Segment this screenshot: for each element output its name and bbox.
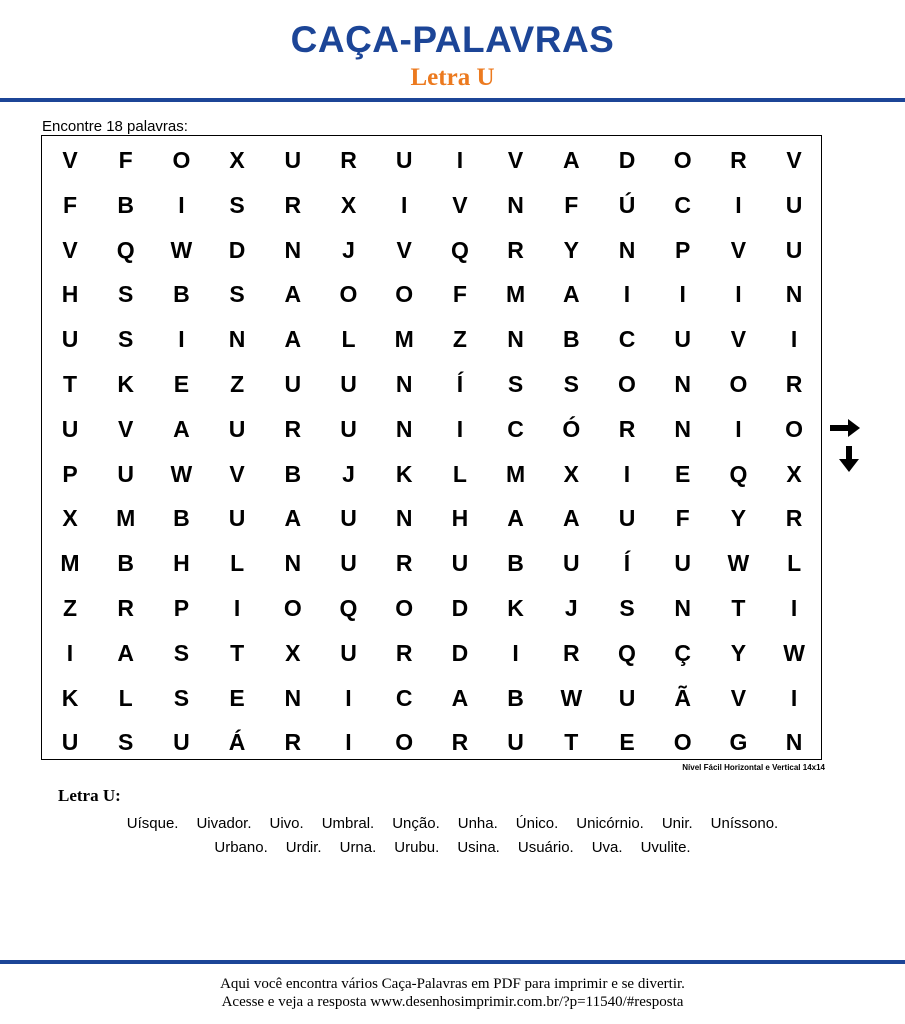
word-search-grid bbox=[41, 135, 822, 760]
grid-cell[interactable]: R bbox=[284, 729, 302, 756]
grid-cell[interactable]: N bbox=[228, 326, 246, 353]
grid-cell[interactable]: O bbox=[339, 281, 358, 308]
word-list-item: Urdir. bbox=[285, 839, 322, 856]
grid-cell[interactable]: E bbox=[173, 371, 190, 397]
word-list-item: Uísque. bbox=[126, 815, 179, 832]
grid-cell[interactable]: F bbox=[452, 281, 467, 308]
word-list-item: Unicórnio. bbox=[576, 815, 644, 832]
grid-cell[interactable]: R bbox=[785, 505, 803, 532]
grid-cell[interactable]: R bbox=[507, 236, 524, 263]
grid-cell[interactable]: O bbox=[283, 595, 302, 621]
grid-cell[interactable]: S bbox=[507, 371, 524, 397]
grid-cell[interactable]: K bbox=[395, 460, 413, 487]
grid-cell[interactable]: S bbox=[619, 595, 635, 621]
grid-cell[interactable]: N bbox=[284, 550, 302, 577]
grid-cell[interactable]: I bbox=[790, 326, 798, 353]
grid-cell[interactable]: R bbox=[117, 595, 134, 621]
grid-cell[interactable]: Q bbox=[116, 236, 135, 263]
grid-cell[interactable]: T bbox=[564, 729, 579, 756]
grid-cell[interactable]: U bbox=[340, 415, 357, 442]
arrow-right-icon bbox=[828, 418, 862, 438]
grid-cell[interactable]: B bbox=[562, 326, 580, 353]
grid-cell[interactable]: N bbox=[785, 729, 803, 756]
grid-cell[interactable]: L bbox=[341, 326, 356, 353]
grid-cell[interactable]: X bbox=[285, 639, 301, 666]
grid-cell[interactable]: Z bbox=[452, 326, 467, 353]
grid-cell[interactable]: P bbox=[173, 595, 190, 621]
grid-cell[interactable]: A bbox=[562, 281, 580, 308]
grid-cell[interactable]: S bbox=[563, 371, 579, 397]
grid-cell[interactable]: J bbox=[564, 595, 578, 621]
grid-cell[interactable]: U bbox=[785, 236, 803, 263]
grid-cell[interactable]: G bbox=[729, 729, 748, 756]
grid-cell[interactable]: N bbox=[284, 236, 302, 263]
grid-cell[interactable]: I bbox=[66, 639, 74, 666]
grid-cell[interactable]: L bbox=[230, 550, 245, 577]
grid-cell[interactable]: Q bbox=[339, 595, 358, 621]
grid-cell[interactable]: B bbox=[284, 460, 302, 487]
grid-cell[interactable]: B bbox=[173, 505, 190, 532]
grid-cell[interactable]: I bbox=[735, 191, 742, 218]
grid-cell[interactable]: V bbox=[507, 147, 524, 173]
grid-cell[interactable]: U bbox=[61, 415, 79, 442]
word-list-item: Urbano. bbox=[214, 839, 268, 856]
grid-cell[interactable]: I bbox=[790, 595, 798, 621]
grid-cell[interactable]: N bbox=[785, 281, 803, 308]
grid-cell[interactable]: D bbox=[451, 595, 469, 621]
grid-cell[interactable]: U bbox=[284, 371, 302, 397]
word-list-item: Uva. bbox=[591, 839, 623, 856]
grid-cell[interactable]: I bbox=[790, 684, 798, 711]
grid-cell[interactable]: V bbox=[229, 460, 245, 487]
grid-cell[interactable]: D bbox=[451, 639, 469, 666]
grid-cell[interactable]: Z bbox=[230, 371, 245, 397]
grid-cell[interactable]: J bbox=[342, 460, 355, 487]
grid-cell[interactable]: V bbox=[730, 326, 747, 353]
grid-cell[interactable]: H bbox=[61, 281, 79, 308]
grid-cell[interactable]: Y bbox=[730, 639, 747, 666]
grid-cell[interactable]: R bbox=[284, 415, 302, 442]
grid-cell[interactable]: U bbox=[618, 684, 636, 711]
grid-cell[interactable]: I bbox=[178, 326, 185, 353]
grid-cell[interactable]: N bbox=[395, 505, 413, 532]
grid-cell[interactable]: Ó bbox=[562, 415, 581, 442]
grid-cell[interactable]: O bbox=[395, 729, 414, 756]
grid-cell[interactable]: Ç bbox=[674, 639, 691, 666]
grid-cell[interactable]: N bbox=[284, 684, 302, 711]
grid-cell[interactable]: A bbox=[507, 505, 524, 532]
footer-line-1: Aqui você encontra vários Caça-Palavras em PDF para imprimir e se divertir. bbox=[220, 976, 685, 992]
grid-cell[interactable]: L bbox=[118, 684, 133, 711]
word-list-item: Usuário. bbox=[517, 839, 574, 856]
grid-cell[interactable]: X bbox=[62, 505, 78, 532]
grid-cell[interactable]: M bbox=[506, 460, 526, 487]
grid-cell[interactable]: R bbox=[451, 729, 469, 756]
grid-cell[interactable]: U bbox=[117, 460, 134, 487]
grid-cell[interactable]: C bbox=[674, 191, 691, 218]
word-list-item: Umbral. bbox=[321, 815, 375, 832]
grid-cell[interactable]: W bbox=[170, 460, 193, 487]
grid-cell[interactable]: O bbox=[673, 729, 692, 756]
grid-cell[interactable]: L bbox=[787, 550, 802, 577]
grid-cell[interactable]: X bbox=[340, 191, 357, 218]
grid-cell[interactable]: F bbox=[118, 147, 133, 173]
word-list-item: Unção. bbox=[392, 815, 440, 832]
grid-cell[interactable]: O bbox=[395, 281, 414, 308]
grid-cell[interactable]: N bbox=[395, 371, 413, 397]
grid-cell[interactable]: L bbox=[452, 460, 467, 487]
grid-cell[interactable]: F bbox=[675, 505, 690, 532]
grid-cell[interactable]: U bbox=[562, 550, 580, 577]
grid-cell[interactable]: U bbox=[340, 505, 357, 532]
top-divider bbox=[0, 98, 905, 102]
grid-cell[interactable]: U bbox=[340, 639, 357, 666]
grid-cell[interactable]: I bbox=[345, 729, 352, 756]
grid-cell[interactable]: R bbox=[340, 147, 357, 173]
grid-cell[interactable]: B bbox=[507, 550, 524, 577]
instruction-text: Encontre 18 palavras: bbox=[42, 118, 188, 135]
word-list-item: Urna. bbox=[339, 839, 377, 856]
grid-cell[interactable]: U bbox=[674, 550, 691, 577]
grid-cell[interactable]: O bbox=[618, 371, 636, 397]
grid-cell[interactable]: O bbox=[172, 147, 191, 173]
grid-cell[interactable]: A bbox=[562, 147, 580, 173]
grid-cell[interactable]: T bbox=[62, 371, 78, 397]
grid-cell[interactable]: B bbox=[117, 550, 134, 577]
grid-cell[interactable]: U bbox=[61, 326, 79, 353]
word-list-title: Letra U: bbox=[58, 786, 121, 805]
grid-cell[interactable]: X bbox=[786, 460, 802, 487]
grid-cell[interactable]: N bbox=[507, 326, 524, 353]
grid-cell[interactable]: R bbox=[785, 371, 803, 397]
grid-cell[interactable]: Q bbox=[618, 639, 636, 666]
grid-cell[interactable]: I bbox=[735, 415, 742, 442]
word-list-row-1 bbox=[0, 815, 905, 833]
grid-cell[interactable]: W bbox=[560, 684, 583, 711]
grid-cell[interactable]: T bbox=[230, 639, 245, 666]
grid-cell[interactable]: I bbox=[345, 684, 352, 711]
grid-cell[interactable]: Y bbox=[563, 236, 579, 263]
grid-cell[interactable]: R bbox=[395, 639, 413, 666]
grid-cell[interactable]: U bbox=[340, 371, 357, 397]
grid-cell[interactable]: A bbox=[284, 505, 302, 532]
grid-cell[interactable]: V bbox=[730, 684, 747, 711]
grid-cell[interactable]: U bbox=[507, 729, 524, 756]
grid-cell[interactable]: U bbox=[61, 729, 79, 756]
grid-cell[interactable]: U bbox=[395, 147, 413, 173]
grid-cell[interactable]: R bbox=[562, 639, 580, 666]
grid-cell[interactable]: D bbox=[618, 147, 636, 173]
grid-cell[interactable]: U bbox=[228, 415, 246, 442]
grid-cell[interactable]: K bbox=[117, 371, 134, 397]
grid-cell[interactable]: M bbox=[506, 281, 526, 308]
grid-cell[interactable]: I bbox=[178, 191, 185, 218]
grid-cell[interactable]: N bbox=[674, 371, 691, 397]
grid-cell[interactable]: H bbox=[173, 550, 190, 577]
grid-cell[interactable]: I bbox=[735, 281, 742, 308]
grid-cell[interactable]: N bbox=[618, 236, 636, 263]
page-subtitle: Letra U bbox=[410, 64, 495, 91]
grid-cell[interactable]: O bbox=[673, 147, 692, 173]
grid-cell[interactable]: I bbox=[623, 281, 631, 308]
grid-cell[interactable]: M bbox=[394, 326, 414, 353]
grid-cell[interactable]: X bbox=[229, 147, 245, 173]
grid-cell[interactable]: O bbox=[785, 415, 804, 442]
grid-cell[interactable]: C bbox=[507, 415, 524, 442]
grid-cell[interactable]: V bbox=[62, 147, 78, 173]
grid-cell[interactable]: K bbox=[507, 595, 524, 621]
grid-cell[interactable]: B bbox=[173, 281, 190, 308]
grid-cell[interactable]: U bbox=[228, 505, 246, 532]
grid-cell[interactable]: I bbox=[623, 460, 631, 487]
bottom-divider bbox=[0, 960, 905, 964]
grid-cell[interactable]: I bbox=[456, 147, 464, 173]
grid-cell[interactable]: R bbox=[395, 550, 413, 577]
grid-cell[interactable]: R bbox=[730, 147, 747, 173]
grid-cell[interactable]: M bbox=[60, 550, 80, 577]
grid-cell[interactable]: B bbox=[117, 191, 134, 218]
grid-cell[interactable]: V bbox=[118, 415, 134, 442]
grid-cell[interactable]: O bbox=[729, 371, 748, 397]
grid-cell[interactable]: Ú bbox=[618, 191, 636, 218]
grid-cell[interactable]: A bbox=[117, 639, 134, 666]
grid-cell[interactable]: E bbox=[619, 729, 635, 756]
grid-cell[interactable]: Á bbox=[228, 729, 246, 756]
grid-cell[interactable]: I bbox=[456, 415, 464, 442]
grid-cell[interactable]: H bbox=[451, 505, 469, 532]
grid-cell[interactable]: Z bbox=[62, 595, 78, 621]
grid-cell[interactable]: U bbox=[618, 505, 636, 532]
page-title: CAÇA-PALAVRAS bbox=[290, 19, 615, 60]
grid-cell[interactable]: S bbox=[118, 326, 134, 353]
grid-cell[interactable]: N bbox=[674, 595, 691, 621]
footer-line-2: Acesse e veja a resposta www.desenhosimprimir.com.br/?p=11540/#resposta bbox=[221, 994, 684, 1010]
grid-cell[interactable]: T bbox=[731, 595, 746, 621]
grid-cell[interactable]: V bbox=[730, 236, 747, 263]
arrow-down-icon bbox=[828, 446, 862, 476]
grid-cell[interactable]: I bbox=[679, 281, 686, 308]
grid-cell[interactable]: K bbox=[61, 684, 79, 711]
grid-cell[interactable]: A bbox=[173, 415, 190, 442]
grid-cell[interactable]: I bbox=[233, 595, 241, 621]
grid-cell[interactable]: V bbox=[452, 191, 468, 218]
grid-cell[interactable]: U bbox=[284, 147, 302, 173]
grid-cell[interactable]: U bbox=[674, 326, 691, 353]
grid-cell[interactable]: S bbox=[173, 639, 190, 666]
grid-cell[interactable]: P bbox=[62, 460, 78, 487]
grid-cell[interactable]: W bbox=[727, 550, 750, 577]
grid-cell[interactable]: S bbox=[173, 684, 190, 711]
word-list-item: Uvulite. bbox=[640, 839, 691, 856]
grid-cell[interactable]: A bbox=[562, 505, 580, 532]
word-list-item: Usina. bbox=[457, 839, 500, 856]
grid-cell[interactable]: Y bbox=[730, 505, 747, 532]
grid-cell[interactable]: F bbox=[564, 191, 579, 218]
word-list-item: Uivo. bbox=[269, 815, 304, 832]
grid-cell[interactable]: S bbox=[229, 281, 245, 308]
grid-cell[interactable]: S bbox=[229, 191, 245, 218]
grid-cell[interactable]: U bbox=[340, 550, 357, 577]
grid-cell[interactable]: S bbox=[118, 281, 134, 308]
word-list-item: Uivador. bbox=[196, 815, 252, 832]
grid-cell[interactable]: R bbox=[284, 191, 302, 218]
grid-cell[interactable]: M bbox=[116, 505, 136, 532]
grid-cell[interactable]: J bbox=[342, 236, 355, 263]
word-list-item: Único. bbox=[515, 815, 559, 832]
grid-cell[interactable]: E bbox=[675, 460, 691, 487]
grid-cell[interactable]: A bbox=[284, 281, 302, 308]
grid-cell[interactable]: V bbox=[62, 236, 78, 263]
grid-cell[interactable]: W bbox=[783, 639, 805, 666]
grid-cell[interactable]: V bbox=[786, 147, 802, 173]
grid-cell[interactable]: N bbox=[507, 191, 524, 218]
grid-cell[interactable]: R bbox=[618, 415, 636, 442]
grid-cell[interactable]: U bbox=[173, 729, 190, 756]
grid-cell[interactable]: E bbox=[229, 684, 245, 711]
grid-cell[interactable]: P bbox=[675, 236, 691, 263]
grid-cell[interactable]: D bbox=[228, 236, 246, 263]
grid-cell[interactable]: Í bbox=[456, 371, 464, 397]
grid-cell[interactable]: N bbox=[674, 415, 691, 442]
grid-cell[interactable]: Ã bbox=[674, 684, 691, 711]
grid-cell[interactable]: B bbox=[507, 684, 524, 711]
grid-cell[interactable]: O bbox=[395, 595, 414, 621]
direction-arrows bbox=[828, 418, 862, 476]
grid-cell[interactable]: W bbox=[170, 236, 193, 263]
level-note: Nível Fácil Horizontal e Vertical 14x14 bbox=[682, 763, 825, 772]
word-list-item: Unir. bbox=[661, 815, 693, 832]
grid-cell[interactable]: F bbox=[62, 191, 78, 218]
grid-cell[interactable]: S bbox=[118, 729, 134, 756]
grid-cell[interactable]: U bbox=[451, 550, 469, 577]
grid-cell[interactable]: Í bbox=[623, 550, 631, 577]
grid-cell[interactable]: U bbox=[785, 191, 803, 218]
grid-cell[interactable]: C bbox=[618, 326, 636, 353]
grid-cell[interactable]: I bbox=[400, 191, 408, 218]
grid-cell[interactable]: N bbox=[395, 415, 413, 442]
grid-cell[interactable]: I bbox=[512, 639, 519, 666]
grid-cell[interactable]: X bbox=[563, 460, 579, 487]
grid-cell[interactable]: V bbox=[396, 236, 412, 263]
grid-cell[interactable]: C bbox=[395, 684, 413, 711]
word-list-item: Uníssono. bbox=[710, 815, 779, 832]
grid-cell[interactable]: A bbox=[284, 326, 302, 353]
grid-cell[interactable]: A bbox=[451, 684, 469, 711]
word-list-item: Unha. bbox=[457, 815, 498, 832]
word-list-item: Urubu. bbox=[394, 839, 440, 856]
grid-cell[interactable]: Q bbox=[450, 236, 469, 263]
word-list-row-2 bbox=[0, 839, 905, 857]
grid-cell[interactable]: Q bbox=[729, 460, 748, 487]
